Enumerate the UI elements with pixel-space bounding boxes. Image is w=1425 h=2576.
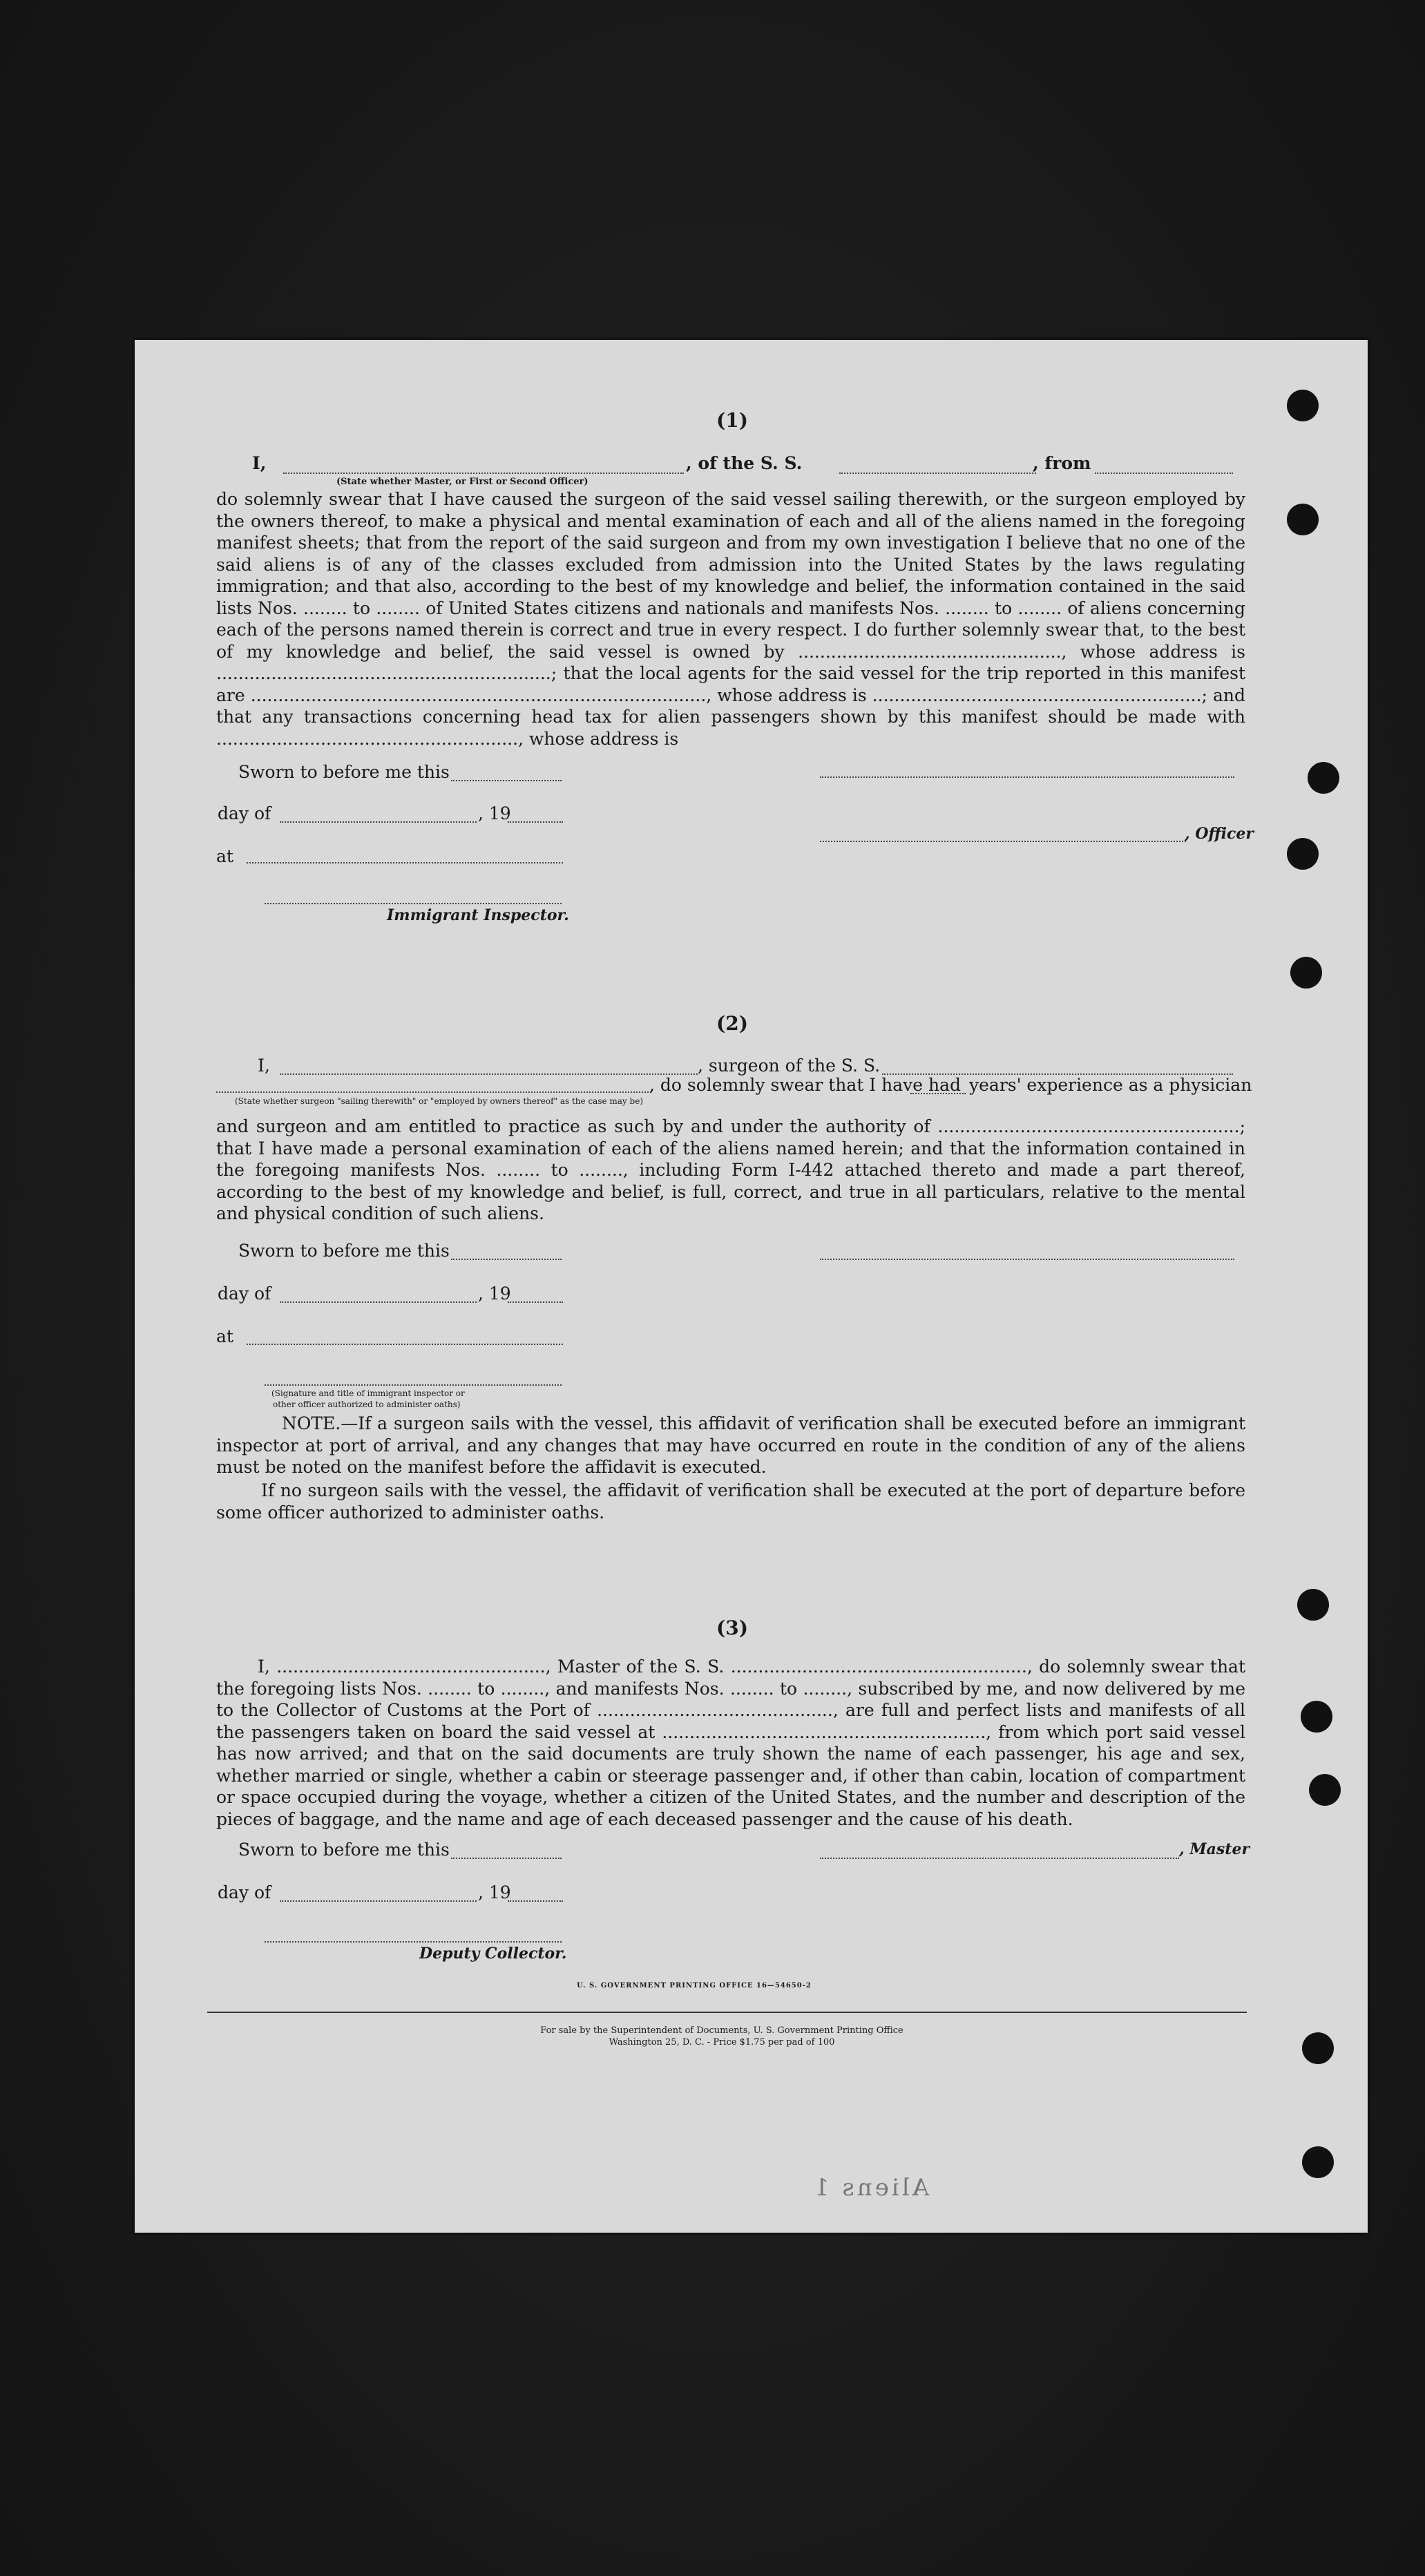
section-2-note-1: NOTE.—If a surgeon sails with the vessel, this affidavit of verification shall be executed before an immigrant inspector at port of arrival, and any changes that may have occurred en route in the condition of any of the aliens must be noted on the manifest before the affidavit is executed. [216,1413,1245,1477]
section-2-years: years' experience as a physician [969,1075,1252,1095]
section-1-line1-prefix: I, [252,453,267,473]
punch-hole [1308,762,1339,794]
section-1-at: at [216,846,233,866]
section-1-inspector: Immigrant Inspector. [387,906,569,924]
section-1-number: (1) [716,409,748,432]
section-1-day-of: day of [218,803,271,823]
section-1-year: , 19 [478,803,511,823]
section-2-at: at [216,1326,233,1346]
punch-hole [1287,504,1319,535]
section-2-signature-caption-2: other officer authorized to administer oaths) [273,1400,461,1409]
section-3-master: , Master [1179,1840,1250,1858]
section-2-body: and surgeon and am entitled to practice as such by and under the authority of .......................................................; that I have made a personal examination of each of the aliens named herein; and that the information contained in the foregoing manifests Nos. ........ to ........, including Form I-442 attached thereto and made a part thereof, according to the best of my knowledge and belief, is full, correct, and true in all particulars, relative to the mental and physical condition of such aliens. [216,1116,1245,1223]
section-1-officer-caption: (State whether Master, or First or Second Officer) [336,477,589,487]
printing-office: U. S. GOVERNMENT PRINTING OFFICE 16—54650-2 [577,1982,812,1990]
punch-hole [1297,1589,1329,1621]
section-2-number: (2) [716,1012,748,1035]
section-3-number: (3) [716,1616,748,1639]
punch-hole [1301,1701,1332,1733]
punch-hole [1287,390,1319,421]
section-1-of-ss: , of the S. S. [686,453,803,473]
section-1-body: do solemnly swear that I have caused the surgeon of the said vessel sailing therewith, or the surgeon employed by the owners thereof, to make a physical and mental examination of each and all of the aliens named in the foregoing manifest sheets; that from the report of the said surgeon and from my own investigation I believe that no one of the said aliens is of any of the classes excluded from admission into the United States by the laws regulating immigration; and that also, according to the best of my knowledge and belief, the information contained in the said lists Nos. ........ to ........ of United States citizens and nationals and manifests Nos. ........ to ........ of aliens concerning each of the persons named therein is correct and true in every respect. I do further solemnly swear that, to the best of my knowledge and belief, the said vessel is owned by ................................................, whose address is .............................................................; that the local agents for the said vessel for the trip reported in this manifest are ..................................................................................., whose address is ............................................................; and that any transactions concerning head tax for alien passengers shown by this manifest should be made with ......................................................., whose address is [216,489,1245,749]
section-3-day-of: day of [218,1882,271,1902]
section-1-from: , from [1033,453,1091,473]
document-page [135,340,1368,2233]
section-2-surgeon-of: , surgeon of the S. S. [698,1056,881,1076]
section-2-caption: (State whether surgeon "sailing therewith" or "employed by owners thereof" as the case may be) [235,1096,643,1106]
section-2-note-2: If no surgeon sails with the vessel, the affidavit of verification shall be executed at the port of departure before some officer authorized to administer oaths. [216,1480,1245,1523]
section-3-body: I, ................................................., Master of the S. S. ......................................................, do solemnly swear that the foregoing lists Nos. ........ to ........, and manifests Nos. ........ to ........, subscribed by me, and now delivered by me to the Collector of Customs at the Port of ..........................................., are full and perfect lists and manifests of all the passengers taken on board the said vessel at ..........................................................., from which port said vessel has now arrived; and that on the said documents are truly shown the name of each passenger, his age and sex, whether married or single, whether a cabin or steerage passenger and, if other than cabin, location of compartment or space occupied during the voyage, whether a citizen of the United States, and the number and description of the pieces of baggage, and the name and age of each deceased passenger and the cause of his death. [216,1657,1245,1829]
footer-line-1: For sale by the Superintendent of Documents, U. S. Government Printing Office [540,2025,903,2036]
section-2-day-of: day of [218,1284,271,1304]
punch-hole [1302,2146,1334,2178]
section-1-sworn: Sworn to before me this [238,762,450,782]
bleed-through-text: Aliens 1 [812,2174,930,2202]
punch-hole [1287,838,1319,870]
footer-line-2: Washington 25, D. C. - Price $1.75 per pad of 100 [609,2037,835,2048]
punch-hole [1302,2032,1334,2064]
section-2-swear: , do solemnly swear that I have had [649,1075,962,1095]
section-2-year: , 19 [478,1284,511,1304]
section-2-signature-caption-1: (Signature and title of immigrant inspector or [271,1389,465,1398]
section-3-sworn: Sworn to before me this [238,1840,450,1860]
section-3-year: , 19 [478,1882,511,1902]
section-2-sworn: Sworn to before me this [238,1241,450,1261]
punch-hole [1290,957,1322,989]
section-3-deputy: Deputy Collector. [419,1945,567,1963]
section-2-line1-prefix: I, [258,1056,270,1076]
punch-hole [1309,1774,1341,1806]
section-1-officer: , Officer [1185,825,1254,843]
